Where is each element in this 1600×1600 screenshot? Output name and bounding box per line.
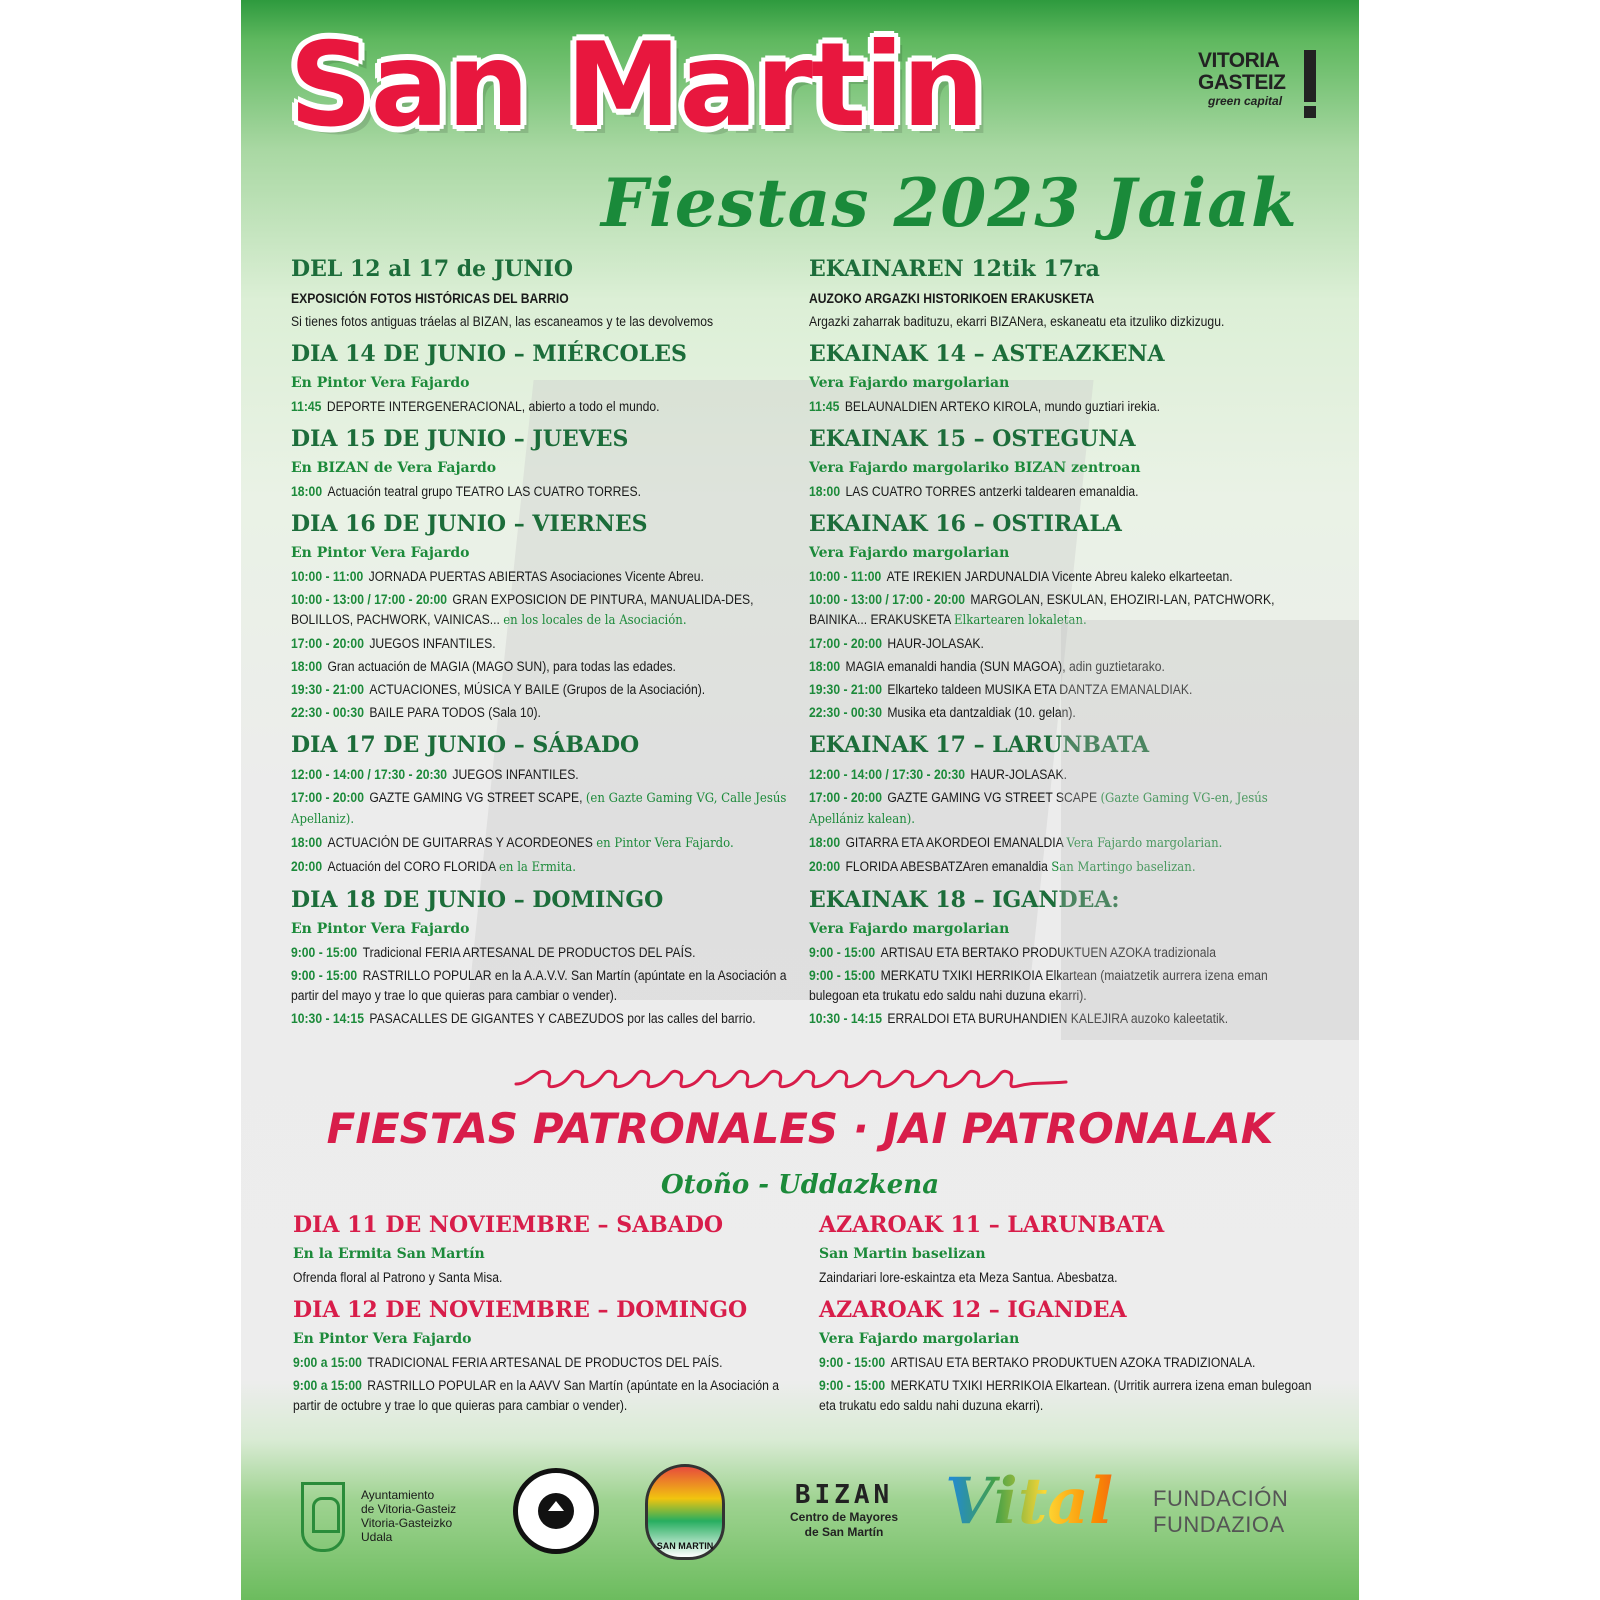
event-time: 10:00 - 13:00 / 17:00 - 20:00: [291, 592, 448, 607]
event-time: 9:00 - 15:00: [809, 945, 876, 960]
event-item: [809, 966, 1318, 1006]
event-item: [291, 788, 800, 830]
event-time: 17:00 - 20:00: [809, 636, 882, 651]
event-text: Argazki zaharrak badituzu, ekarri BIZANera, eskaneatu eta itzuliko dizkizugu.: [809, 314, 1225, 329]
bizan-line: Centro de Mayores: [789, 1510, 899, 1524]
event-time: 22:30 - 00:30: [809, 705, 882, 720]
event-item: [291, 1009, 800, 1029]
event-text: ARTISAU ETA BERTAKO PRODUKTUEN AZOKA tradizionala: [880, 945, 1216, 960]
decorative-wave-divider: [511, 1062, 1071, 1098]
event-item: [809, 857, 1318, 878]
event-text: FLORIDA ABESBATZAren emanaldia: [845, 859, 1048, 874]
section-heading: EKAINAK 14 – ASTEAZKENA: [809, 341, 1165, 367]
schedule-section: [291, 732, 801, 878]
event-time: 17:00 - 20:00: [291, 636, 364, 651]
schedule-section: [809, 732, 1319, 878]
section-place: San Martin baselizan: [819, 1246, 986, 1262]
section-heading: DEL 12 al 17 de JUNIO: [291, 256, 573, 282]
bizan-name: BIZAN: [794, 1480, 894, 1510]
event-item: [293, 1268, 802, 1288]
logo-line-3: green capital: [1208, 94, 1283, 108]
event-time: 12:00 - 14:00 / 17:30 - 20:30: [291, 767, 448, 782]
event-text: GAZTE GAMING VG STREET SCAPE,: [369, 790, 583, 805]
event-text: Musika eta dantzaldiak (10. gelan).: [887, 705, 1076, 720]
event-time: 17:00 - 20:00: [291, 790, 364, 805]
event-time: 9:00 - 15:00: [809, 968, 876, 983]
event-time: 11:45: [809, 399, 840, 414]
event-text: Si tienes fotos antiguas tráelas al BIZAN, las escaneamos y te las devolvemos: [291, 314, 714, 329]
event-text: LAS CUATRO TORRES antzerki taldearen emanaldia.: [845, 484, 1139, 499]
event-text: Gran actuación de MAGIA (MAGO SUN), para todas las edades.: [327, 659, 676, 674]
event-location: (Gazte Gaming VG-en, Jesús Apellániz kalean).: [809, 791, 1268, 827]
schedule-section: [809, 341, 1319, 417]
event-item: [291, 397, 800, 417]
event-location: Vera Fajardo margolarian.: [1066, 836, 1223, 851]
event-time: 19:30 - 21:00: [809, 682, 882, 697]
event-item: [291, 590, 800, 631]
event-text: Actuación teatral grupo TEATRO LAS CUATRO TORRES.: [327, 484, 642, 499]
vital-logo: [945, 1464, 1145, 1550]
event-text: HAUR-JOLASAK.: [887, 636, 984, 651]
event-item: [291, 634, 800, 654]
event-item: [809, 703, 1318, 723]
section-heading: DIA 18 DE JUNIO – DOMINGO: [291, 887, 664, 913]
sponsor-logos: [241, 1460, 1359, 1590]
schedule-section: [293, 1297, 803, 1416]
event-item: [809, 833, 1318, 854]
event-location: San Martingo baselizan.: [1051, 860, 1196, 875]
fundacion-text: [1153, 1486, 1288, 1538]
event-text: JUEGOS INFANTILES.: [452, 767, 579, 782]
section-heading: EKAINAK 17 – LARUNBATA: [809, 732, 1150, 758]
event-item: [291, 289, 800, 309]
event-location: Elkartearen lokaletan.: [953, 613, 1087, 628]
schedule-section: [291, 887, 801, 1029]
event-time: 10:30 - 14:15: [809, 1011, 882, 1026]
patron-festival-title: FIESTAS PATRONALES · JAI PATRONALAK: [326, 1104, 1274, 1153]
event-text: MERKATU TXIKI HERRIKOIA Elkartean. (Urritik aurrera izena eman bulegoan eta trukatu edo saldu nahi duzuna ekarri).: [819, 1378, 1312, 1413]
event-item: [291, 966, 800, 1006]
event-item: [809, 1009, 1318, 1029]
ayto-line: Udala: [361, 1530, 393, 1544]
event-text: JUEGOS INFANTILES.: [369, 636, 496, 651]
bizan-logo: [779, 1480, 909, 1560]
schedule-section: [291, 256, 801, 332]
event-item: [809, 657, 1318, 677]
event-text: HAUR-JOLASAK.: [970, 767, 1067, 782]
event-location: en Pintor Vera Fajardo.: [596, 836, 734, 851]
ayto-line: Vitoria-Gasteizko: [361, 1516, 453, 1530]
event-item: [819, 1376, 1328, 1416]
fundacion-line: FUNDAZIOA: [1153, 1512, 1285, 1537]
event-item: [291, 943, 800, 963]
section-heading: DIA 11 DE NOVIEMBRE – SABADO: [293, 1212, 724, 1238]
event-text: PASACALLES DE GIGANTES Y CABEZUDOS por las calles del barrio.: [369, 1011, 756, 1026]
event-time: 10:00 - 11:00: [809, 569, 882, 584]
club-deportivo-logo: [645, 1464, 725, 1560]
event-location: en los locales de la Asociación.: [503, 613, 687, 628]
event-text: ARTISAU ETA BERTAKO PRODUKTUEN AZOKA TRADIZIONALA.: [890, 1355, 1256, 1370]
ayuntamiento-logo: [301, 1478, 501, 1568]
patron-festival-subtitle: Otoño - Uddazkena: [660, 1170, 940, 1200]
event-time: 18:00: [809, 835, 841, 850]
ayto-line: Ayuntamiento: [361, 1488, 435, 1502]
section-place: En Pintor Vera Fajardo: [293, 1331, 472, 1347]
vital-wordmark: Vital: [945, 1470, 1145, 1534]
event-item: [291, 657, 800, 677]
poster-title: San Martin: [289, 18, 983, 153]
event-time: 9:00 a 15:00: [293, 1355, 362, 1370]
event-time: 10:00 - 13:00 / 17:00 - 20:00: [809, 592, 966, 607]
event-text: GITARRA ETA AKORDEOI EMANALDIA: [845, 835, 1064, 850]
section-place: En Pintor Vera Fajardo: [291, 545, 470, 561]
event-item: [809, 289, 1318, 309]
section-place: Vera Fajardo margolarian: [809, 545, 1010, 561]
event-text: GRAN EXPOSICION DE PINTURA, MANUALIDA-DES, BOLILLOS, PACHWORK, VAINICAS...: [291, 592, 754, 627]
section-heading: DIA 16 DE JUNIO – VIERNES: [291, 511, 648, 537]
event-time: 9:00 - 15:00: [819, 1378, 886, 1393]
event-location: (en Gazte Gaming VG, Calle Jesús Apellaniz).: [291, 791, 787, 827]
event-text: GAZTE GAMING VG STREET SCAPE: [887, 790, 1098, 805]
event-item: [291, 833, 800, 854]
event-item: [809, 634, 1318, 654]
event-text: Tradicional FERIA ARTESANAL DE PRODUCTOS DEL PAÍS.: [362, 945, 696, 960]
event-text: MERKATU TXIKI HERRIKOIA Elkartean (maiatzetik aurrera izena eman bulegoan eta trukatu edo saldu nahi duzuna ekarri).: [809, 968, 1268, 1003]
event-time: 17:00 - 20:00: [809, 790, 882, 805]
event-item: [291, 765, 800, 785]
vitoria-gasteiz-logo: [1198, 50, 1316, 122]
event-item: [291, 857, 800, 878]
november-column-basque: [819, 1212, 1329, 1425]
event-text: TRADICIONAL FERIA ARTESANAL DE PRODUCTOS DEL PAÍS.: [367, 1355, 723, 1370]
event-text: RASTRILLO POPULAR en la AAVV San Martín (apúntate en la Asociación a partir de octubre y trae lo que quieras para cambiar o vender).: [293, 1378, 780, 1413]
poster: [241, 0, 1359, 1600]
section-heading: DIA 12 DE NOVIEMBRE – DOMINGO: [293, 1297, 748, 1323]
event-time: 10:30 - 14:15: [291, 1011, 364, 1026]
section-heading: EKAINAK 15 – OSTEGUNA: [809, 426, 1136, 452]
event-item: [819, 1353, 1328, 1373]
november-column-spanish: [293, 1212, 803, 1425]
section-heading: EKAINAK 18 – IGANDEA:: [809, 887, 1120, 913]
section-heading: EKAINAREN 12tik 17ra: [809, 256, 1100, 282]
section-heading: EKAINAK 16 – OSTIRALA: [809, 511, 1122, 537]
schedule-section: [809, 887, 1319, 1029]
event-item: [291, 482, 800, 502]
section-heading: DIA 14 DE JUNIO – MIÉRCOLES: [291, 341, 687, 367]
section-place: En Pintor Vera Fajardo: [291, 921, 470, 937]
event-text: MAGIA emanaldi handia (SUN MAGOA), adin guztietarako.: [845, 659, 1165, 674]
event-text: ERRALDOI ETA BURUHANDIEN KALEJIRA auzoko kaleetatik.: [887, 1011, 1229, 1026]
event-item: [809, 397, 1318, 417]
schedule-section: [291, 341, 801, 417]
section-heading: AZAROAK 11 – LARUNBATA: [819, 1212, 1165, 1238]
event-time: 19:30 - 21:00: [291, 682, 364, 697]
poster-subtitle: Fiestas 2023 Jaiak: [601, 164, 1298, 242]
event-item: [809, 765, 1318, 785]
city-shield-icon: [301, 1482, 345, 1552]
club-name: SAN MARTIN: [656, 1541, 714, 1551]
event-item: [809, 482, 1318, 502]
schedule-section: [293, 1212, 803, 1288]
event-text: BAILE PARA TODOS (Sala 10).: [369, 705, 541, 720]
section-place: En la Ermita San Martín: [293, 1246, 485, 1262]
event-text: Elkarteko taldeen MUSIKA ETA DANTZA EMANALDIAK.: [887, 682, 1193, 697]
event-time: 20:00: [809, 859, 841, 874]
asociacion-vecinos-logo: [513, 1468, 599, 1554]
event-item: [291, 703, 800, 723]
event-time: 18:00: [809, 659, 841, 674]
exclamation-dot-icon: [1304, 106, 1316, 118]
section-heading: DIA 15 DE JUNIO – JUEVES: [291, 426, 629, 452]
event-time: 9:00 - 15:00: [819, 1355, 886, 1370]
event-text: AUZOKO ARGAZKI HISTORIKOEN ERAKUSKETA: [809, 291, 1095, 306]
schedule-section: [291, 511, 801, 723]
event-text: Ofrenda floral al Patrono y Santa Misa.: [293, 1270, 503, 1285]
event-text: JORNADA PUERTAS ABIERTAS Asociaciones Vicente Abreu.: [368, 569, 704, 584]
schedule-section: [819, 1212, 1329, 1288]
exclamation-icon: [1304, 50, 1316, 102]
section-place: En BIZAN de Vera Fajardo: [291, 460, 497, 476]
event-item: [291, 312, 800, 332]
event-text: ATE IREKIEN JARDUNALDIA Vicente Abreu kaleko elkarteetan.: [886, 569, 1233, 584]
event-text: Actuación del CORO FLORIDA: [327, 859, 496, 874]
event-item: [809, 943, 1318, 963]
event-item: [293, 1353, 802, 1373]
event-item: [291, 680, 800, 700]
event-item: [809, 590, 1318, 631]
section-place: Vera Fajardo margolarian: [809, 921, 1010, 937]
event-item: [291, 567, 800, 587]
event-item: [809, 680, 1318, 700]
event-time: 18:00: [291, 835, 323, 850]
event-text: ACTUACIÓN DE GUITARRAS Y ACORDEONES: [327, 835, 593, 850]
schedule-section: [819, 1297, 1329, 1416]
schedule-column-basque: [809, 256, 1319, 1038]
event-time: 22:30 - 00:30: [291, 705, 364, 720]
event-item: [819, 1268, 1328, 1288]
section-place: Vera Fajardo margolarian: [819, 1331, 1020, 1347]
section-heading: AZAROAK 12 – IGANDEA: [819, 1297, 1127, 1323]
event-text: ACTUACIONES, MÚSICA Y BAILE (Grupos de la Asociación).: [369, 682, 706, 697]
event-time: 9:00 a 15:00: [293, 1378, 362, 1393]
schedule-section: [809, 256, 1319, 332]
event-time: 11:45: [291, 399, 322, 414]
fundacion-line: FUNDACIÓN: [1153, 1486, 1289, 1511]
schedule-section: [291, 426, 801, 502]
event-text: Zaindariari lore-eskaintza eta Meza Santua. Abesbatza.: [819, 1270, 1118, 1285]
event-text: MARGOLAN, ESKULAN, EHOZIRI-LAN, PATCHWORK, BAINIKA... ERAKUSKETA: [809, 592, 1275, 627]
event-time: 18:00: [291, 659, 323, 674]
event-item: [293, 1376, 802, 1416]
section-place: Vera Fajardo margolarian: [809, 375, 1010, 391]
event-text: EXPOSICIÓN FOTOS HISTÓRICAS DEL BARRIO: [291, 291, 569, 306]
event-time: 18:00: [291, 484, 323, 499]
schedule-column-spanish: [291, 256, 801, 1038]
event-time: 18:00: [809, 484, 841, 499]
event-item: [809, 312, 1318, 332]
event-time: 9:00 - 15:00: [291, 968, 358, 983]
ayto-line: de Vitoria-Gasteiz: [361, 1502, 457, 1516]
schedule-section: [809, 511, 1319, 723]
section-place: En Pintor Vera Fajardo: [291, 375, 470, 391]
logo-line-2: GASTEIZ: [1198, 71, 1286, 94]
event-location: en la Ermita.: [499, 860, 577, 875]
event-item: [809, 567, 1318, 587]
event-time: 10:00 - 11:00: [291, 569, 364, 584]
event-time: 9:00 - 15:00: [291, 945, 358, 960]
schedule-section: [809, 426, 1319, 502]
section-place: Vera Fajardo margolariko BIZAN zentroan: [809, 460, 1141, 476]
event-item: [809, 788, 1318, 830]
event-text: BELAUNALDIEN ARTEKO KIROLA, mundo guztiari irekia.: [844, 399, 1160, 414]
event-time: 12:00 - 14:00 / 17:30 - 20:30: [809, 767, 966, 782]
section-heading: DIA 17 DE JUNIO – SÁBADO: [291, 732, 640, 758]
logo-line-1: VITORIA: [1198, 49, 1280, 72]
event-time: 20:00: [291, 859, 323, 874]
bizan-line: de San Martín: [804, 1525, 884, 1539]
event-text: RASTRILLO POPULAR en la A.A.V.V. San Martín (apúntate en la Asociación a partir del mayo y trae lo que quieras para cambiar o vender).: [291, 968, 787, 1003]
event-text: DEPORTE INTERGENERACIONAL, abierto a todo el mundo.: [326, 399, 660, 414]
